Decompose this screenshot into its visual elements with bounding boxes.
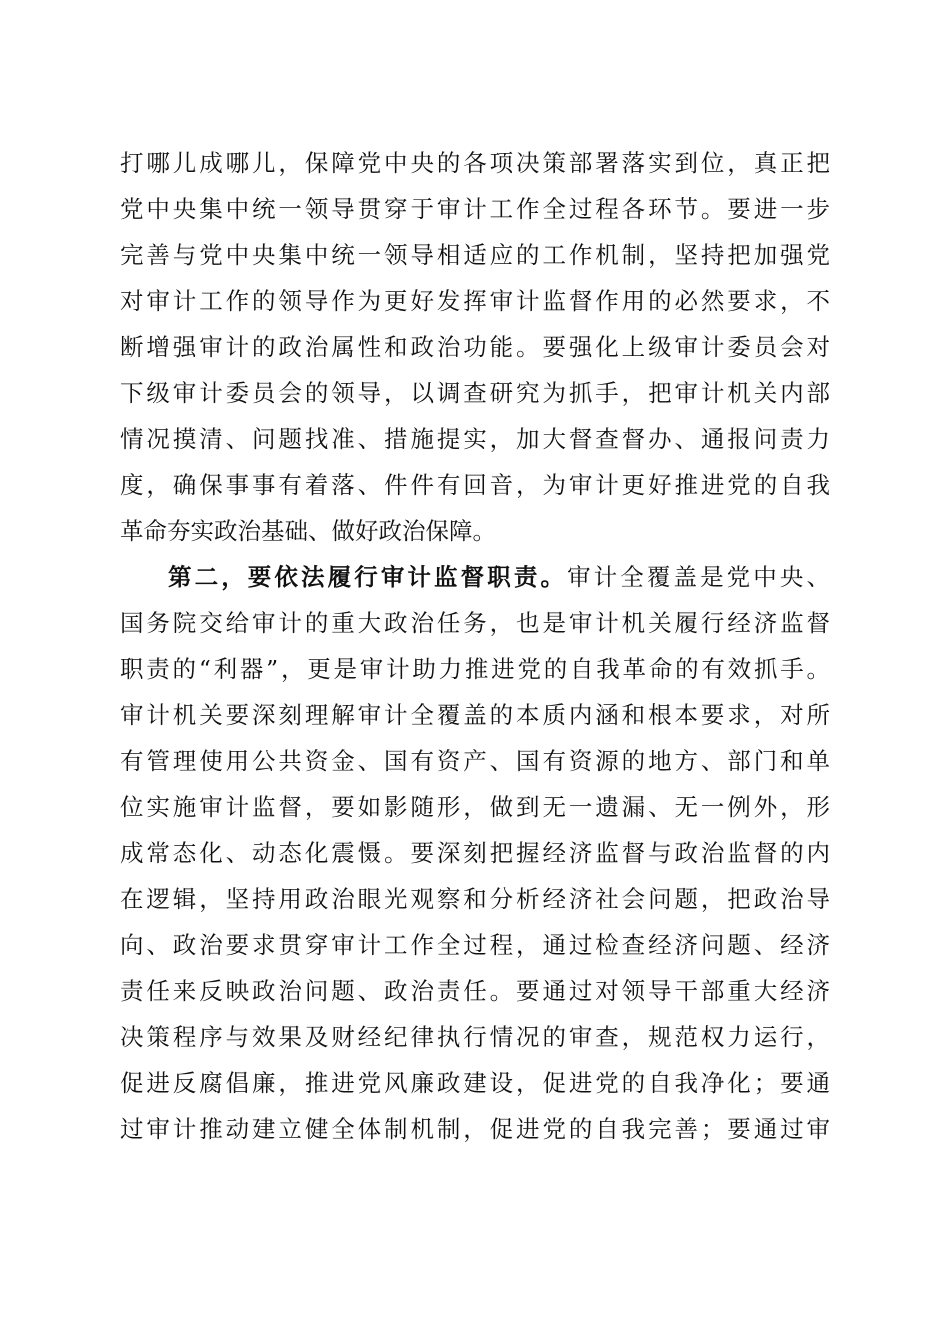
- text-line: 有管理使用公共资金、国有资产、国有资源的地方、部门和单: [120, 747, 830, 775]
- paragraph-text: 审计全覆盖是党中央、: [567, 563, 830, 591]
- text-line: 国务院交给审计的重大政治任务，也是审计机关履行经济监督: [120, 609, 830, 637]
- text-line: 打哪儿成哪儿，保障党中央的各项决策部署落实到位，真正把: [120, 149, 830, 177]
- text-line: 职责的“利器”，更是审计助力推进党的自我革命的有效抓手。: [120, 655, 830, 683]
- text-line: 完善与党中央集中统一领导相适应的工作机制，坚持把加强党: [120, 241, 830, 269]
- text-line: 革命夯实政治基础、做好政治保障。: [120, 517, 496, 545]
- text-line: 位实施审计监督，要如影随形，做到无一遗漏、无一例外，形: [120, 793, 830, 821]
- text-line: 党中央集中统一领导贯穿于审计工作全过程各环节。要进一步: [120, 195, 830, 223]
- text-line: 决策程序与效果及财经纪律执行情况的审查，规范权力运行，: [120, 1023, 830, 1051]
- text-line: 审计机关要深刻理解审计全覆盖的本质内涵和根本要求，对所: [120, 701, 830, 729]
- text-line: 对审计工作的领导作为更好发挥审计监督作用的必然要求，不: [120, 287, 830, 315]
- text-line: 情况摸清、问题找准、措施提实，加大督查督办、通报问责力: [120, 425, 830, 453]
- text-line: 断增强审计的政治属性和政治功能。要强化上级审计委员会对: [120, 333, 830, 361]
- text-line: 在逻辑，坚持用政治眼光观察和分析经济社会问题，把政治导: [120, 885, 830, 913]
- text-line: 责任来反映政治问题、政治责任。要通过对领导干部重大经济: [120, 977, 830, 1005]
- text-line: 向、政治要求贯穿审计工作全过程，通过检查经济问题、经济: [120, 931, 830, 959]
- paragraph-heading: 第二，要依法履行审计监督职责。: [168, 563, 568, 591]
- text-line: 过审计推动建立健全体制机制，促进党的自我完善；要通过审: [120, 1115, 830, 1143]
- text-line: 度，确保事事有着落、件件有回音，为审计更好推进党的自我: [120, 471, 830, 499]
- text-line: 下级审计委员会的领导，以调查研究为抓手，把审计机关内部: [120, 379, 830, 407]
- paragraph-2-first-line: [120, 554, 830, 600]
- text-line: 成常态化、动态化震慑。要深刻把握经济监督与政治监督的内: [120, 839, 830, 867]
- text-line: 促进反腐倡廉，推进党风廉政建设，促进党的自我净化；要通: [120, 1069, 830, 1097]
- body-text: [120, 140, 830, 1152]
